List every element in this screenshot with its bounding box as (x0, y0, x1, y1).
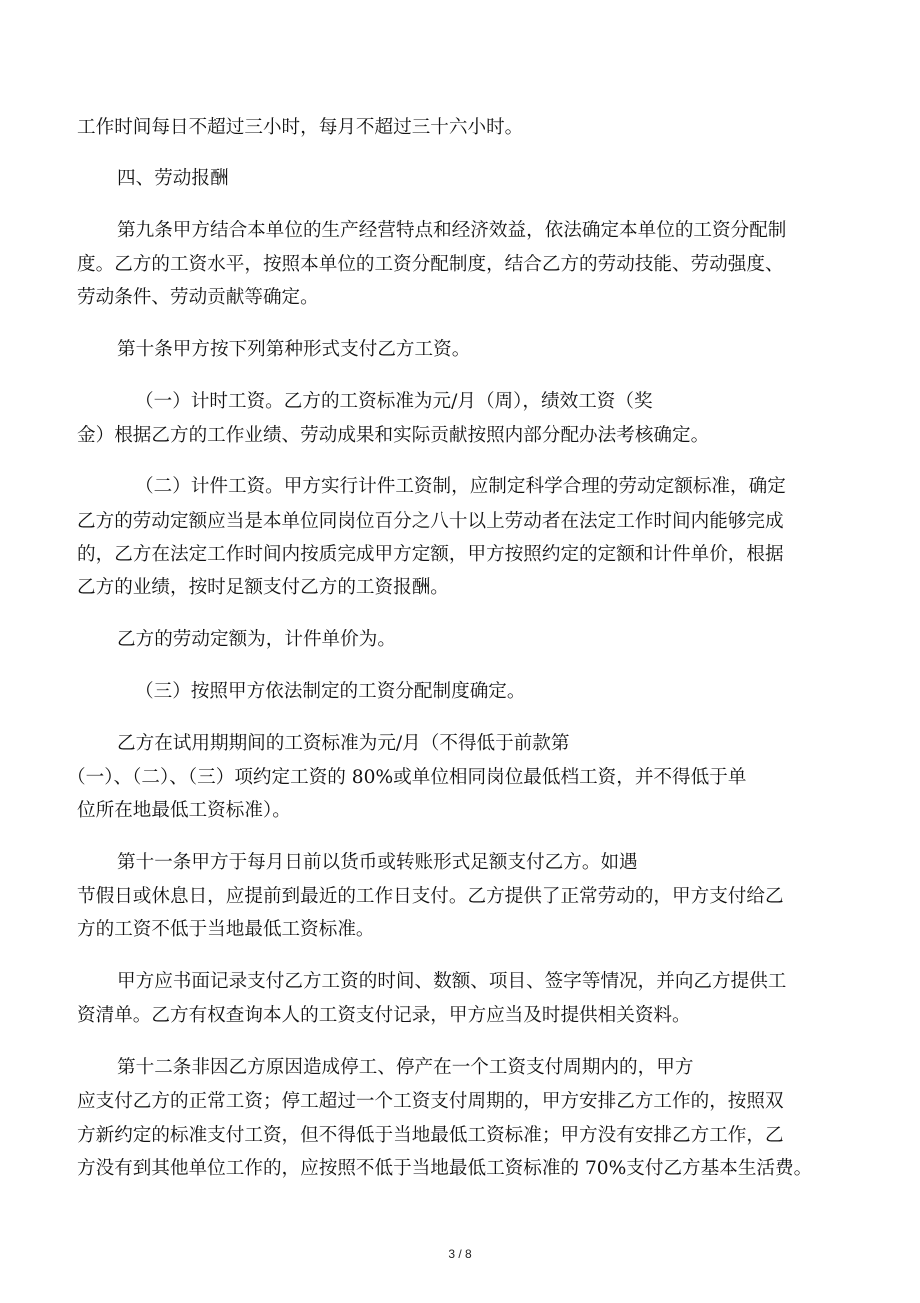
text-line-10: 乙方的劳动定额应当是本单位同岗位百分之八十以上劳动者在法定工作时间内能够完成 (77, 511, 784, 532)
text-line-8: 金）根据乙方的工作业绩、劳动成果和实际贡献按照内部分配办法考核确定。 (77, 425, 710, 446)
text-line-16: （一）、（二）、（三）项约定工资的 80%或单位相同岗位最低档工资，并不得低于单 (67, 767, 747, 788)
text-line-7: （一）计时工资。乙方的工资标准为元/月（周），绩效工资（奖 (135, 391, 653, 412)
text-line-19: 节假日或休息日，应提前到最近的工作日支付。乙方提供了正常劳动的，甲方支付给乙 (77, 886, 784, 907)
text-line-26: 方没有到其他单位工作的，应按照不低于当地最低工资标准的 70%支付乙方基本生活费。 (77, 1158, 813, 1179)
text-line-23: 第十二条非因乙方原因造成停工、停产在一个工资支付周期内的，甲方 (117, 1057, 694, 1078)
text-line-24: 应支付乙方的正常工资；停工超过一个工资支付周期的，甲方安排乙方工作的，按照双 (77, 1091, 784, 1112)
text-line-1: 工作时间每日不超过三小时，每月不超过三十六小时。 (77, 117, 524, 138)
text-line-17: 位所在地最低工资标准）。 (77, 800, 291, 821)
text-line-25: 方新约定的标准支付工资，但不得低于当地最低工资标准；甲方没有安排乙方工作，乙 (77, 1125, 784, 1146)
text-line-4: 度。乙方的工资水平，按照本单位的工资分配制度，结合乙方的劳动技能、劳动强度、 (77, 254, 784, 275)
text-line-14: （三）按照甲方依法制定的工资分配制度确定。 (135, 681, 526, 702)
text-line-20: 方的工资不低于当地最低工资标准。 (77, 919, 375, 940)
text-line-18: 第十一条甲方于每月日前以货币或转账形式足额支付乙方。如遇 (117, 852, 638, 873)
text-line-12: 乙方的业绩，按时足额支付乙方的工资报酬。 (77, 577, 449, 598)
text-line-11: 的，乙方在法定工作时间内按质完成甲方定额，甲方按照约定的定额和计件单价，根据 (77, 544, 784, 565)
page-number: 3 / 8 (448, 1247, 472, 1261)
text-line-5: 劳动条件、劳动贡献等确定。 (77, 287, 319, 308)
text-line-13: 乙方的劳动定额为，计件单价为。 (117, 629, 396, 650)
text-line-22: 资清单。乙方有权查询本人的工资支付记录，甲方应当及时提供相关资料。 (77, 1005, 691, 1026)
section-heading: 四、劳动报酬 (117, 168, 229, 189)
text-line-6: 第十条甲方按下列第种形式支付乙方工资。 (117, 339, 471, 360)
text-line-15: 乙方在试用期期间的工资标准为元/月（不得低于前款第 (117, 733, 570, 754)
text-line-9: （二）计件工资。甲方实行计件工资制，应制定科学合理的劳动定额标准，确定 (135, 476, 786, 497)
text-line-3: 第九条甲方结合本单位的生产经营特点和经济效益，依法确定本单位的工资分配制 (117, 220, 787, 241)
text-line-21: 甲方应书面记录支付乙方工资的时间、数额、项目、签字等情况，并向乙方提供工 (117, 971, 787, 992)
